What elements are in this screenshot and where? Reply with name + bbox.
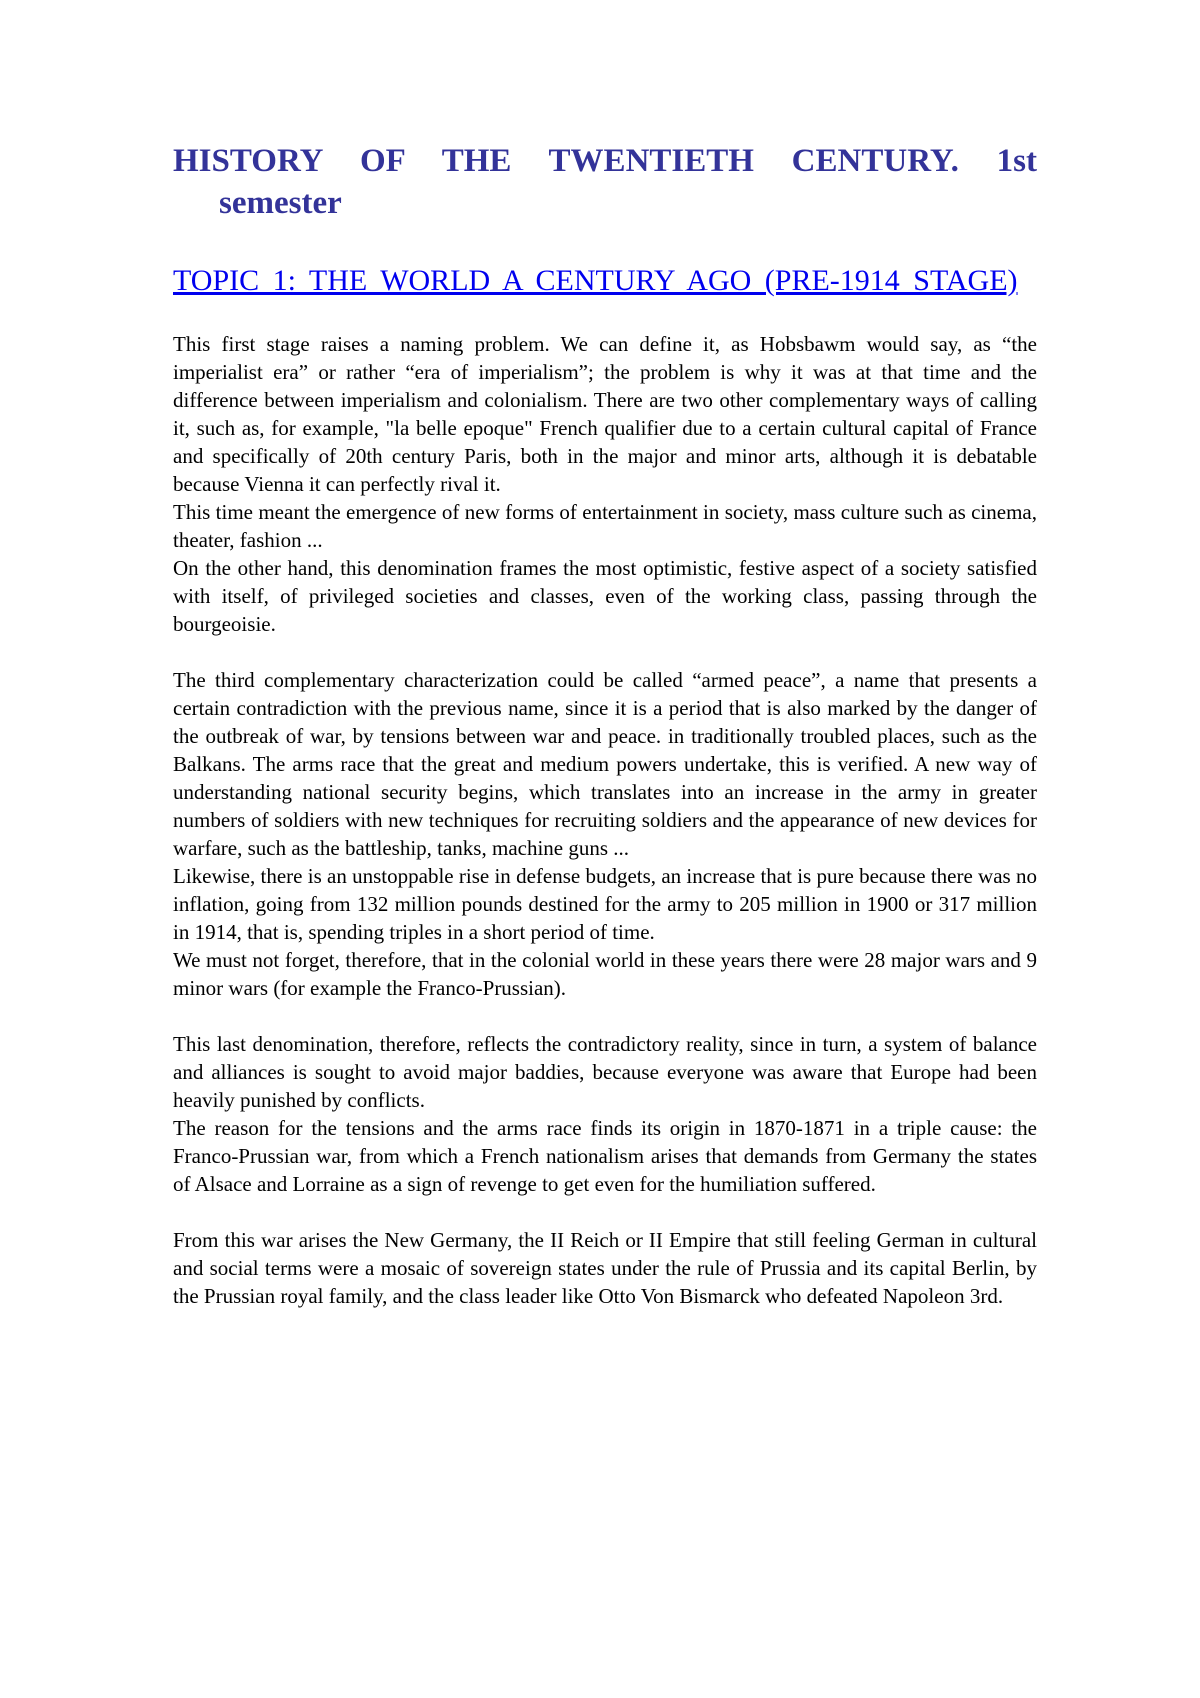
- paragraph-spacer: [173, 638, 1037, 666]
- paragraph-spacer: [173, 1002, 1037, 1030]
- paragraph-optimistic-aspect: On the other hand, this denomination frames the most optimistic, festive aspect of a society satisfied with itself, of privileged societies and classes, even of the working class, passing through the bourgeoisie.: [173, 556, 1037, 636]
- paragraph-spacer: [173, 1198, 1037, 1226]
- topic-heading-link[interactable]: TOPIC 1: THE WORLD A CENTURY AGO (PRE-1914 STAGE): [173, 264, 1018, 297]
- paragraph-balance-alliances: This last denomination, therefore, reflects the contradictory reality, since in turn, a system of balance and alliances is sought to avoid major baddies, because everyone was aware that Europe had been heavily punished by conflicts.: [173, 1032, 1037, 1112]
- document-body: [173, 140, 1037, 1310]
- paragraph-tensions-origin: The reason for the tensions and the arms race finds its origin in 1870-1871 in a triple cause: the Franco-Prussian war, from which a French nationalism arises that demands from Germany the states of Alsace and Lorraine as a sign of revenge to get even for the humiliation suffered.: [173, 1116, 1037, 1196]
- paragraph-defense-budgets: Likewise, there is an unstoppable rise in defense budgets, an increase that is pure because there was no inflation, going from 132 million pounds destined for the army to 205 million in 1900 or 317 million in 1914, that is, spending triples in a short period of time.: [173, 864, 1037, 944]
- paragraph-armed-peace: The third complementary characterization could be called “armed peace”, a name that presents a certain contradiction with the previous name, since it is a period that is also marked by the danger of the outbreak of war, by tensions between war and peace. in traditionally troubled places, such as the Balkans. The arms race that the great and medium powers undertake, this is verified. A new way of understanding national security begins, which translates into an increase in the army in greater numbers of soldiers with new techniques for recruiting soldiers and the appearance of new devices for warfare, such as the battleship, tanks, machine guns ...: [173, 668, 1037, 860]
- paragraph-naming-problem: This first stage raises a naming problem. We can define it, as Hobsbawm would say, as “the imperialist era” or rather “era of imperialism”; the problem is why it was at that time and the difference between imperialism and colonialism. There are two other complementary ways of calling it, such as, for example, "la belle epoque" French qualifier due to a certain cultural capital of France and specifically of 20th century Paris, both in the major and minor arts, although it is debatable because Vienna it can perfectly rival it.: [173, 332, 1037, 496]
- paragraph-colonial-wars: We must not forget, therefore, that in the colonial world in these years there were 28 major wars and 9 minor wars (for example the Franco-Prussian).: [173, 948, 1037, 1000]
- document-title: HISTORY OF THE TWENTIETH CENTURY. 1st semester: [173, 143, 1037, 221]
- paragraph-new-germany: From this war arises the New Germany, the II Reich or II Empire that still feeling German in cultural and social terms were a mosaic of sovereign states under the rule of Prussia and its capital Berlin, by the Prussian royal family, and the class leader like Otto Von Bismarck who defeated Napoleon 3rd.: [173, 1228, 1037, 1308]
- paragraph-entertainment: This time meant the emergence of new forms of entertainment in society, mass culture such as cinema, theater, fashion ...: [173, 500, 1037, 552]
